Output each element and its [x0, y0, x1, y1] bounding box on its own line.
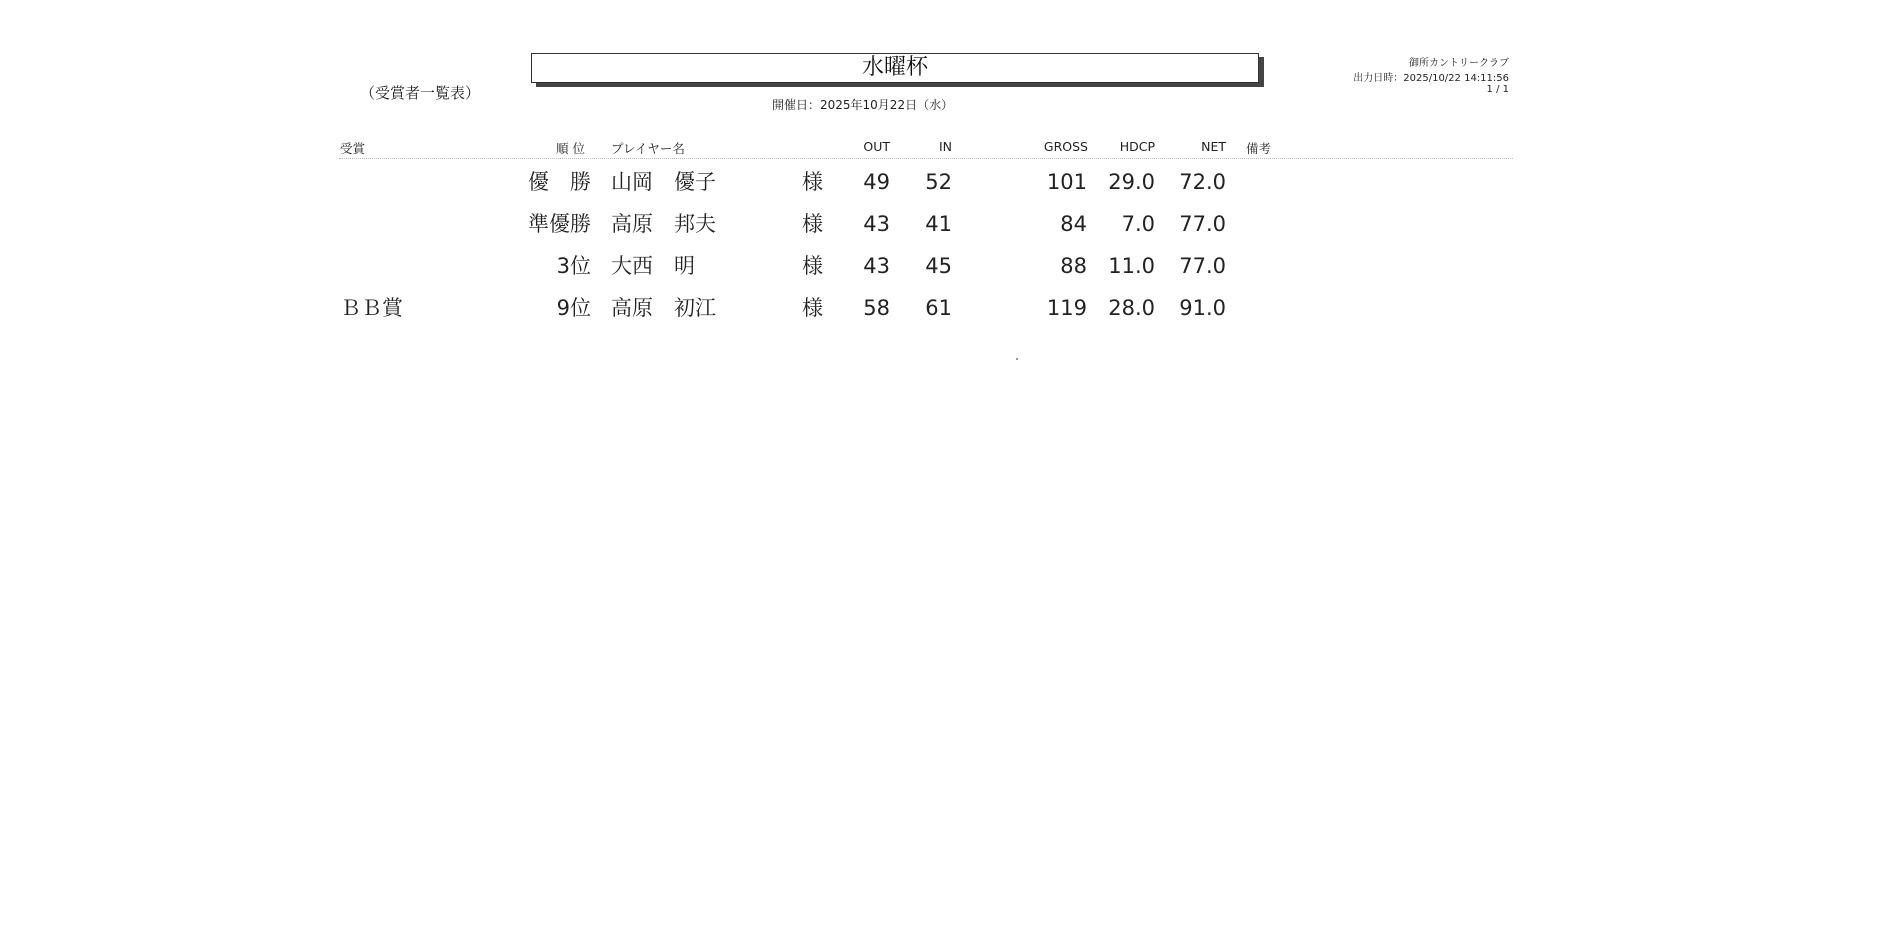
out-cell: 58 — [863, 296, 890, 320]
col-header-in: IN — [938, 139, 952, 154]
player-name-cell: 大西 明 — [611, 254, 695, 278]
col-header-award: 受賞 — [340, 141, 366, 156]
table-row — [0, 288, 1891, 328]
hdcp-cell: 7.0 — [1121, 212, 1155, 236]
player-name-cell: 山岡 優子 — [611, 170, 716, 194]
net-cell: 91.0 — [1179, 296, 1226, 320]
col-header-net: NET — [1201, 139, 1226, 154]
printed-timestamp: 出力日時：2025/10/22 14:11:56 — [1353, 73, 1509, 84]
player-name-cell: 高原 初江 — [611, 296, 716, 320]
club-name: 御所カントリークラブ — [1409, 58, 1509, 69]
hdcp-cell: 28.0 — [1108, 296, 1155, 320]
col-header-out: OUT — [863, 139, 890, 154]
net-cell: 72.0 — [1179, 170, 1226, 194]
scan-speck — [1016, 358, 1018, 360]
col-header-gross: GROSS — [1043, 139, 1088, 154]
report-subtitle: （受賞者一覧表） — [360, 84, 481, 102]
rank-cell: 優 勝 — [528, 170, 591, 194]
gross-cell: 88 — [1060, 254, 1087, 278]
in-cell: 61 — [925, 296, 952, 320]
rank-cell: 9位 — [556, 296, 591, 320]
col-header-hdcp: HDCP — [1119, 139, 1155, 154]
table-row — [0, 246, 1891, 286]
header-divider — [339, 158, 1513, 159]
hdcp-cell: 11.0 — [1108, 254, 1155, 278]
out-cell: 43 — [863, 254, 890, 278]
page-number: 1 / 1 — [1486, 84, 1509, 95]
honorific-cell: 様 — [802, 170, 823, 194]
honorific-cell: 様 — [802, 212, 823, 236]
gross-cell: 84 — [1060, 212, 1087, 236]
table-row — [0, 162, 1891, 202]
col-header-player: プレイヤー名 — [611, 141, 685, 156]
in-cell: 45 — [925, 254, 952, 278]
rank-cell: 準優勝 — [528, 212, 591, 236]
page-title: 水曜杯 — [861, 55, 928, 80]
rank-cell: 3位 — [556, 254, 591, 278]
honorific-cell: 様 — [802, 296, 823, 320]
hdcp-cell: 29.0 — [1108, 170, 1155, 194]
net-cell: 77.0 — [1179, 212, 1226, 236]
table-row — [0, 204, 1891, 244]
gross-cell: 119 — [1046, 296, 1087, 320]
in-cell: 41 — [925, 212, 952, 236]
honorific-cell: 様 — [802, 254, 823, 278]
out-cell: 49 — [863, 170, 890, 194]
held-date: 開催日：2025年10月22日（水） — [772, 98, 954, 112]
out-cell: 43 — [863, 212, 890, 236]
col-header-rank: 順 位 — [556, 141, 585, 156]
net-cell: 77.0 — [1179, 254, 1226, 278]
gross-cell: 101 — [1046, 170, 1087, 194]
in-cell: 52 — [925, 170, 952, 194]
player-name-cell: 高原 邦夫 — [611, 212, 716, 236]
award-cell: ＢＢ賞 — [340, 296, 403, 320]
col-header-remarks: 備考 — [1246, 141, 1272, 156]
